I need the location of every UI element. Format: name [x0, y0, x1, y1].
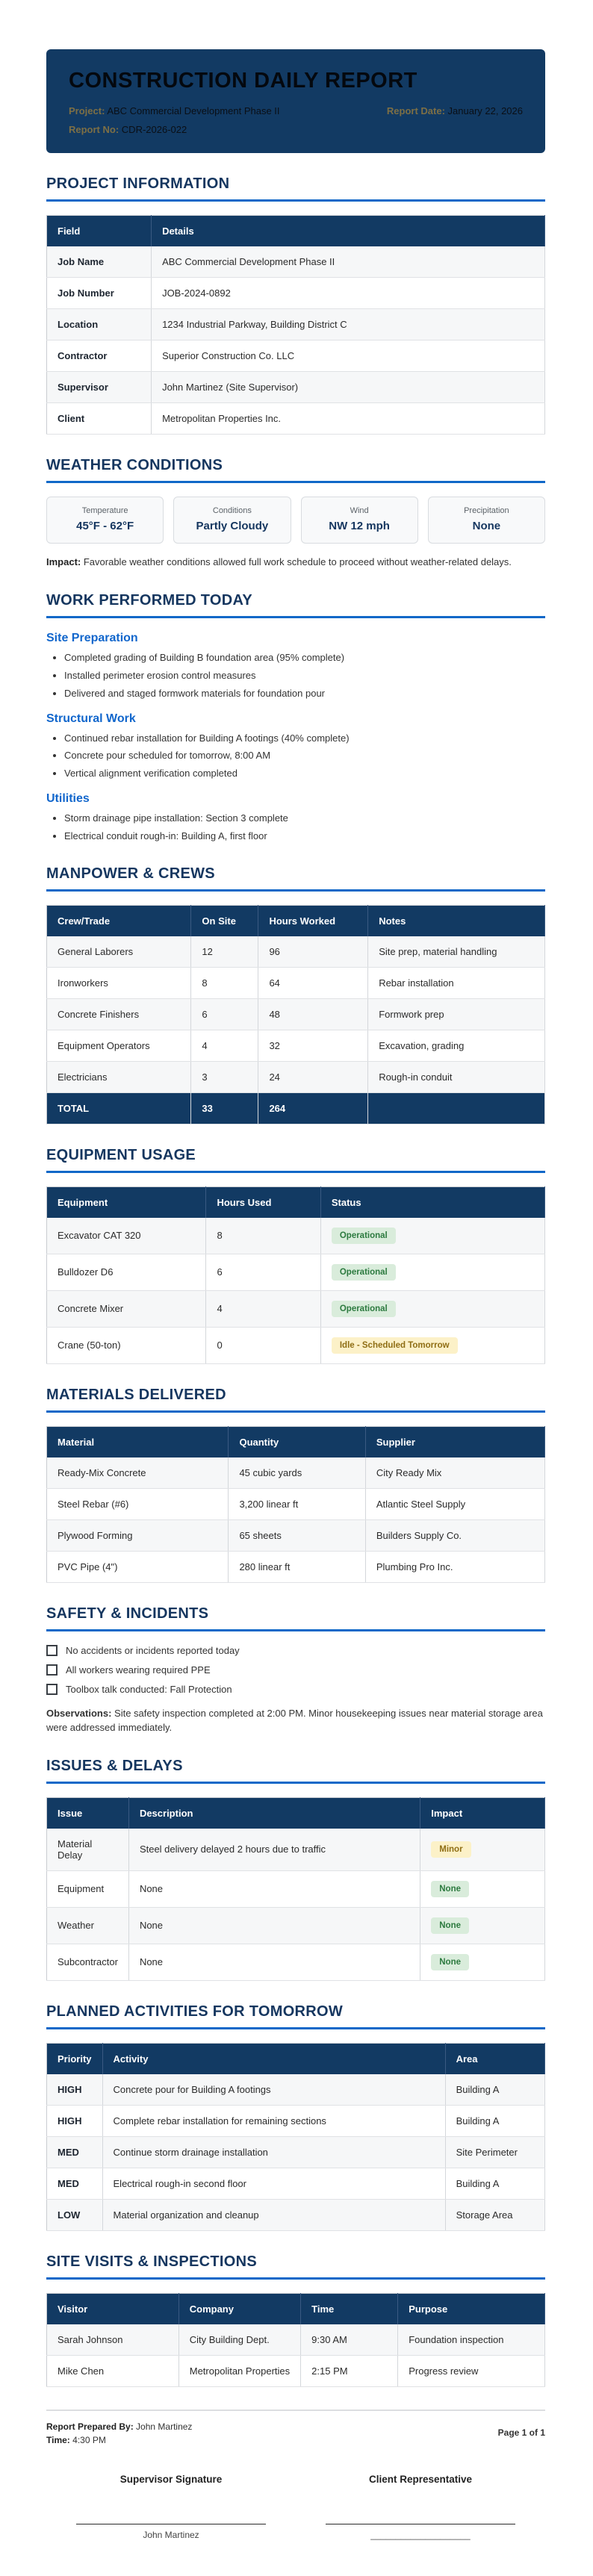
- table-row: [47, 2074, 545, 2106]
- hours-cell: 64: [258, 967, 368, 998]
- table-row: [47, 1519, 545, 1551]
- weather-card-temperature: [46, 497, 164, 544]
- checkbox-unchecked[interactable]: [46, 1684, 58, 1695]
- visitor-cell: Sarah Johnson: [47, 2324, 179, 2356]
- work-list-site-preparation: [64, 652, 545, 700]
- signature-name: ____________________: [370, 2529, 471, 2540]
- column-header-impact: Impact: [420, 1797, 545, 1829]
- notes-cell: Formwork prep: [368, 998, 545, 1030]
- section-work-performed: [46, 592, 545, 843]
- weather-card-conditions: [173, 497, 291, 544]
- purpose-cell: Progress review: [398, 2355, 545, 2386]
- project-value: ABC Commercial Development Phase II: [107, 105, 280, 116]
- table-row: [47, 936, 545, 968]
- weather-card-value: 45°F - 62°F: [76, 520, 134, 532]
- safety-observations: [46, 1706, 545, 1735]
- table-row: [47, 998, 545, 1030]
- client-signature-block: [296, 2474, 545, 2540]
- planned-activities-table: [46, 2043, 545, 2231]
- column-header-company: Company: [178, 2293, 300, 2324]
- checkbox-unchecked[interactable]: [46, 1664, 58, 1676]
- activity-cell: Complete rebar installation for remaining sections: [102, 2105, 445, 2136]
- equipment-table: [46, 1186, 545, 1364]
- column-header-equipment: Equipment: [47, 1186, 206, 1218]
- status-badge: Operational: [332, 1301, 396, 1317]
- report-header-banner: [46, 49, 545, 153]
- on-site-cell: 8: [191, 967, 258, 998]
- column-header-area: Area: [445, 2043, 544, 2074]
- section-equipment: [46, 1147, 545, 1364]
- hours-cell: 96: [258, 936, 368, 968]
- column-header-notes: Notes: [368, 905, 545, 936]
- activity-cell: Concrete pour for Building A footings: [102, 2074, 445, 2106]
- time-value: 4:30 PM: [72, 2434, 106, 2445]
- details-cell: John Martinez (Site Supervisor): [152, 372, 545, 403]
- table-row: [47, 340, 545, 372]
- section-heading-site-visits: SITE VISITS & INSPECTIONS: [46, 2253, 545, 2280]
- weather-card-value: NW 12 mph: [329, 520, 390, 532]
- project-information-table: [46, 215, 545, 435]
- field-cell: Contractor: [47, 340, 152, 372]
- time-cell: 2:15 PM: [301, 2355, 398, 2386]
- table-row: [47, 2355, 545, 2386]
- column-header-activity: Activity: [102, 2043, 445, 2074]
- supplier-cell: Plumbing Pro Inc.: [365, 1551, 544, 1582]
- quantity-cell: 280 linear ft: [229, 1551, 365, 1582]
- notes-cell: Rebar installation: [368, 967, 545, 998]
- field-cell: Job Number: [47, 278, 152, 309]
- section-weather-conditions: [46, 457, 545, 570]
- area-cell: Building A: [445, 2105, 544, 2136]
- column-header-on-site: On Site: [191, 905, 258, 936]
- signature-title: Client Representative: [368, 2473, 473, 2485]
- section-materials: [46, 1387, 545, 1583]
- table-row: [47, 278, 545, 309]
- work-list-structural-work: [64, 732, 545, 781]
- report-date-label: Report Date:: [386, 105, 445, 116]
- priority-cell: MED: [47, 2136, 103, 2168]
- column-header-material: Material: [47, 1426, 229, 1457]
- table-row: [47, 2168, 545, 2199]
- section-heading-equipment: EQUIPMENT USAGE: [46, 1147, 545, 1173]
- signature-name: John Martinez: [143, 2529, 199, 2540]
- table-row: [47, 2324, 545, 2356]
- weather-impact-text: Favorable weather conditions allowed full work schedule to proceed without weather-related delays.: [83, 556, 512, 567]
- manpower-total-row: [47, 1092, 545, 1124]
- impact-badge: None: [431, 1954, 469, 1970]
- column-header-hours-used: Hours Used: [206, 1186, 320, 1218]
- time-cell: 9:30 AM: [301, 2324, 398, 2356]
- work-item: • Concrete pour scheduled for tomorrow, 8:00 AM: [64, 750, 545, 762]
- weather-impact-label: Impact:: [46, 556, 81, 567]
- table-row: [47, 1870, 545, 1907]
- issues-table: [46, 1797, 545, 1981]
- visitor-cell: Mike Chen: [47, 2355, 179, 2386]
- supervisor-signature-block: [46, 2474, 296, 2540]
- status-badge: Operational: [332, 1264, 396, 1281]
- field-cell: Supervisor: [47, 372, 152, 403]
- on-site-cell: 12: [191, 936, 258, 968]
- details-cell: Superior Construction Co. LLC: [152, 340, 545, 372]
- column-header-hours-worked: Hours Worked: [258, 905, 368, 936]
- area-cell: Site Perimeter: [445, 2136, 544, 2168]
- section-heading-planned-activities: PLANNED ACTIVITIES FOR TOMORROW: [46, 2003, 545, 2029]
- table-row: [47, 1457, 545, 1489]
- impact-badge: None: [431, 1917, 469, 1934]
- activity-cell: Continue storm drainage installation: [102, 2136, 445, 2168]
- work-list-utilities: [64, 812, 545, 843]
- table-row: [47, 246, 545, 278]
- safety-check-item: [46, 1684, 545, 1695]
- column-header-status: Status: [320, 1186, 544, 1218]
- prepared-by-value: John Martinez: [136, 2421, 193, 2432]
- checkbox-label: All workers wearing required PPE: [66, 1664, 211, 1676]
- table-row: [47, 2105, 545, 2136]
- work-item: • Completed grading of Building B foundation area (95% complete): [64, 652, 545, 665]
- area-cell: Building A: [445, 2168, 544, 2199]
- crew-cell: Ironworkers: [47, 967, 191, 998]
- work-item: • Continued rebar installation for Building A footings (40% complete): [64, 732, 545, 745]
- weather-card-wind: [301, 497, 418, 544]
- material-cell: PVC Pipe (4"): [47, 1551, 229, 1582]
- hours-used-cell: 8: [206, 1218, 320, 1254]
- impact-badge: Minor: [431, 1841, 471, 1858]
- total-label-cell: TOTAL: [47, 1092, 191, 1124]
- on-site-cell: 3: [191, 1061, 258, 1092]
- supplier-cell: Atlantic Steel Supply: [365, 1488, 544, 1519]
- project-meta: [69, 105, 280, 116]
- section-planned-activities: [46, 2003, 545, 2231]
- work-group-title-structural-work: Structural Work: [46, 712, 136, 725]
- section-heading-safety: SAFETY & INCIDENTS: [46, 1605, 545, 1631]
- work-item: • Storm drainage pipe installation: Section 3 complete: [64, 812, 545, 825]
- table-row: [47, 372, 545, 403]
- report-no-label: Report No:: [69, 124, 119, 135]
- section-project-information: [46, 175, 545, 435]
- on-site-cell: 4: [191, 1030, 258, 1061]
- weather-card-precipitation: [428, 497, 545, 544]
- crew-cell: Electricians: [47, 1061, 191, 1092]
- observations-label: Observations:: [46, 1707, 112, 1719]
- company-cell: Metropolitan Properties: [178, 2355, 300, 2386]
- weather-card-label: Wind: [350, 506, 369, 515]
- total-notes-cell: [368, 1092, 545, 1124]
- column-header-supplier: Supplier: [365, 1426, 544, 1457]
- area-cell: Storage Area: [445, 2199, 544, 2230]
- table-row: [47, 1944, 545, 1980]
- equipment-cell: Crane (50-ton): [47, 1327, 206, 1363]
- safety-check-item: [46, 1664, 545, 1676]
- work-group-title-utilities: Utilities: [46, 792, 90, 806]
- page-title: CONSTRUCTION DAILY REPORT: [69, 69, 417, 93]
- time-line: [46, 2435, 192, 2445]
- column-header-priority: Priority: [47, 2043, 103, 2074]
- supplier-cell: Builders Supply Co.: [365, 1519, 544, 1551]
- table-row: [47, 1551, 545, 1582]
- hours-cell: 32: [258, 1030, 368, 1061]
- section-safety: [46, 1605, 545, 1735]
- table-row: [47, 1061, 545, 1092]
- work-item: • Delivered and staged formwork materials for foundation pour: [64, 688, 545, 700]
- prepared-by-line: [46, 2421, 192, 2432]
- work-item: • Electrical conduit rough-in: Building A, first floor: [64, 830, 545, 843]
- column-header-crew-trade: Crew/Trade: [47, 905, 191, 936]
- work-item: • Installed perimeter erosion control measures: [64, 670, 545, 682]
- table-row: [47, 1327, 545, 1363]
- weather-card-label: Precipitation: [464, 506, 509, 515]
- priority-cell: HIGH: [47, 2074, 103, 2106]
- project-label: Project:: [69, 105, 105, 116]
- page-number: Page 1 of 1: [497, 2427, 545, 2438]
- details-cell: Metropolitan Properties Inc.: [152, 403, 545, 435]
- supplier-cell: City Ready Mix: [365, 1457, 544, 1489]
- issue-cell: Material Delay: [47, 1829, 129, 1871]
- hours-used-cell: 0: [206, 1327, 320, 1363]
- table-row: [47, 1218, 545, 1254]
- section-heading-work-performed: WORK PERFORMED TODAY: [46, 592, 545, 618]
- work-group-title-site-preparation: Site Preparation: [46, 631, 138, 644]
- section-heading-materials: MATERIALS DELIVERED: [46, 1387, 545, 1413]
- section-heading-weather: WEATHER CONDITIONS: [46, 457, 545, 483]
- quantity-cell: 3,200 linear ft: [229, 1488, 365, 1519]
- checkbox-unchecked[interactable]: [46, 1645, 58, 1656]
- weather-impact: [46, 556, 545, 570]
- equipment-cell: Bulldozer D6: [47, 1254, 206, 1290]
- description-cell: None: [128, 1944, 420, 1980]
- site-visits-table: [46, 2293, 545, 2387]
- work-item: • Vertical alignment verification completed: [64, 768, 545, 780]
- activity-cell: Electrical rough-in second floor: [102, 2168, 445, 2199]
- table-row: [47, 309, 545, 340]
- purpose-cell: Foundation inspection: [398, 2324, 545, 2356]
- table-row: [47, 1829, 545, 1871]
- equipment-cell: Excavator CAT 320: [47, 1218, 206, 1254]
- crew-cell: Concrete Finishers: [47, 998, 191, 1030]
- weather-card-value: None: [472, 520, 501, 532]
- column-header-field: Field: [47, 216, 152, 247]
- column-header-description: Description: [128, 1797, 420, 1829]
- signature-area: [46, 2474, 545, 2540]
- field-cell: Location: [47, 309, 152, 340]
- column-header-purpose: Purpose: [398, 2293, 545, 2324]
- section-heading-issues: ISSUES & DELAYS: [46, 1758, 545, 1784]
- section-site-visits: [46, 2253, 545, 2387]
- total-hours-cell: 264: [258, 1092, 368, 1124]
- report-date-value: January 22, 2026: [447, 105, 523, 116]
- weather-card-label: Temperature: [81, 506, 128, 515]
- issue-cell: Weather: [47, 1907, 129, 1944]
- issue-cell: Equipment: [47, 1870, 129, 1907]
- notes-cell: Rough-in conduit: [368, 1061, 545, 1092]
- priority-cell: MED: [47, 2168, 103, 2199]
- notes-cell: Excavation, grading: [368, 1030, 545, 1061]
- total-on-site-cell: 33: [191, 1092, 258, 1124]
- report-no-value: CDR-2026-022: [121, 124, 187, 135]
- quantity-cell: 65 sheets: [229, 1519, 365, 1551]
- notes-cell: Site prep, material handling: [368, 936, 545, 968]
- quantity-cell: 45 cubic yards: [229, 1457, 365, 1489]
- observations-text: Site safety inspection completed at 2:00 PM. Minor housekeeping issues near material storage area were addressed immediately.: [46, 1707, 543, 1734]
- column-header-time: Time: [301, 2293, 398, 2324]
- column-header-visitor: Visitor: [47, 2293, 179, 2324]
- description-cell: Steel delivery delayed 2 hours due to traffic: [128, 1829, 420, 1871]
- field-cell: Client: [47, 403, 152, 435]
- table-row: [47, 1254, 545, 1290]
- equipment-cell: Concrete Mixer: [47, 1290, 206, 1327]
- table-row: [47, 2199, 545, 2230]
- prepared-by-label: Report Prepared By:: [46, 2421, 134, 2432]
- safety-check-item: [46, 1645, 545, 1656]
- report-no-meta: [69, 124, 187, 135]
- table-row: [47, 2136, 545, 2168]
- activity-cell: Material organization and cleanup: [102, 2199, 445, 2230]
- table-row: [47, 1488, 545, 1519]
- crew-cell: Equipment Operators: [47, 1030, 191, 1061]
- material-cell: Plywood Forming: [47, 1519, 229, 1551]
- hours-cell: 48: [258, 998, 368, 1030]
- table-row: [47, 1907, 545, 1944]
- crew-cell: General Laborers: [47, 936, 191, 968]
- column-header-issue: Issue: [47, 1797, 129, 1829]
- manpower-table: [46, 905, 545, 1124]
- details-cell: JOB-2024-0892: [152, 278, 545, 309]
- materials-table: [46, 1426, 545, 1583]
- section-issues: [46, 1758, 545, 1981]
- weather-card-value: Partly Cloudy: [196, 520, 269, 532]
- hours-used-cell: 6: [206, 1254, 320, 1290]
- time-label: Time:: [46, 2434, 70, 2445]
- material-cell: Ready-Mix Concrete: [47, 1457, 229, 1489]
- hours-cell: 24: [258, 1061, 368, 1092]
- company-cell: City Building Dept.: [178, 2324, 300, 2356]
- section-manpower: [46, 865, 545, 1124]
- checkbox-label: No accidents or incidents reported today: [66, 1644, 240, 1656]
- table-row: [47, 1290, 545, 1327]
- field-cell: Job Name: [47, 246, 152, 278]
- description-cell: None: [128, 1907, 420, 1944]
- column-header-details: Details: [152, 216, 545, 247]
- material-cell: Steel Rebar (#6): [47, 1488, 229, 1519]
- signature-title: Supervisor Signature: [119, 2473, 223, 2485]
- on-site-cell: 6: [191, 998, 258, 1030]
- issue-cell: Subcontractor: [47, 1944, 129, 1980]
- priority-cell: HIGH: [47, 2105, 103, 2136]
- report-date-meta: [387, 105, 523, 116]
- section-heading-manpower: MANPOWER & CREWS: [46, 865, 545, 892]
- table-row: [47, 967, 545, 998]
- priority-cell: LOW: [47, 2199, 103, 2230]
- footer-meta: [46, 2411, 545, 2448]
- section-heading-project-information: PROJECT INFORMATION: [46, 175, 545, 202]
- status-badge: Idle - Scheduled Tomorrow: [332, 1337, 458, 1354]
- status-badge: Operational: [332, 1228, 396, 1244]
- table-row: [47, 1030, 545, 1061]
- table-row: [47, 403, 545, 435]
- hours-used-cell: 4: [206, 1290, 320, 1327]
- column-header-quantity: Quantity: [229, 1426, 365, 1457]
- description-cell: None: [128, 1870, 420, 1907]
- checkbox-label: Toolbox talk conducted: Fall Protection: [66, 1683, 232, 1695]
- impact-badge: None: [431, 1881, 469, 1897]
- details-cell: 1234 Industrial Parkway, Building District C: [152, 309, 545, 340]
- weather-card-label: Conditions: [212, 506, 252, 515]
- details-cell: ABC Commercial Development Phase II: [152, 246, 545, 278]
- area-cell: Building A: [445, 2074, 544, 2106]
